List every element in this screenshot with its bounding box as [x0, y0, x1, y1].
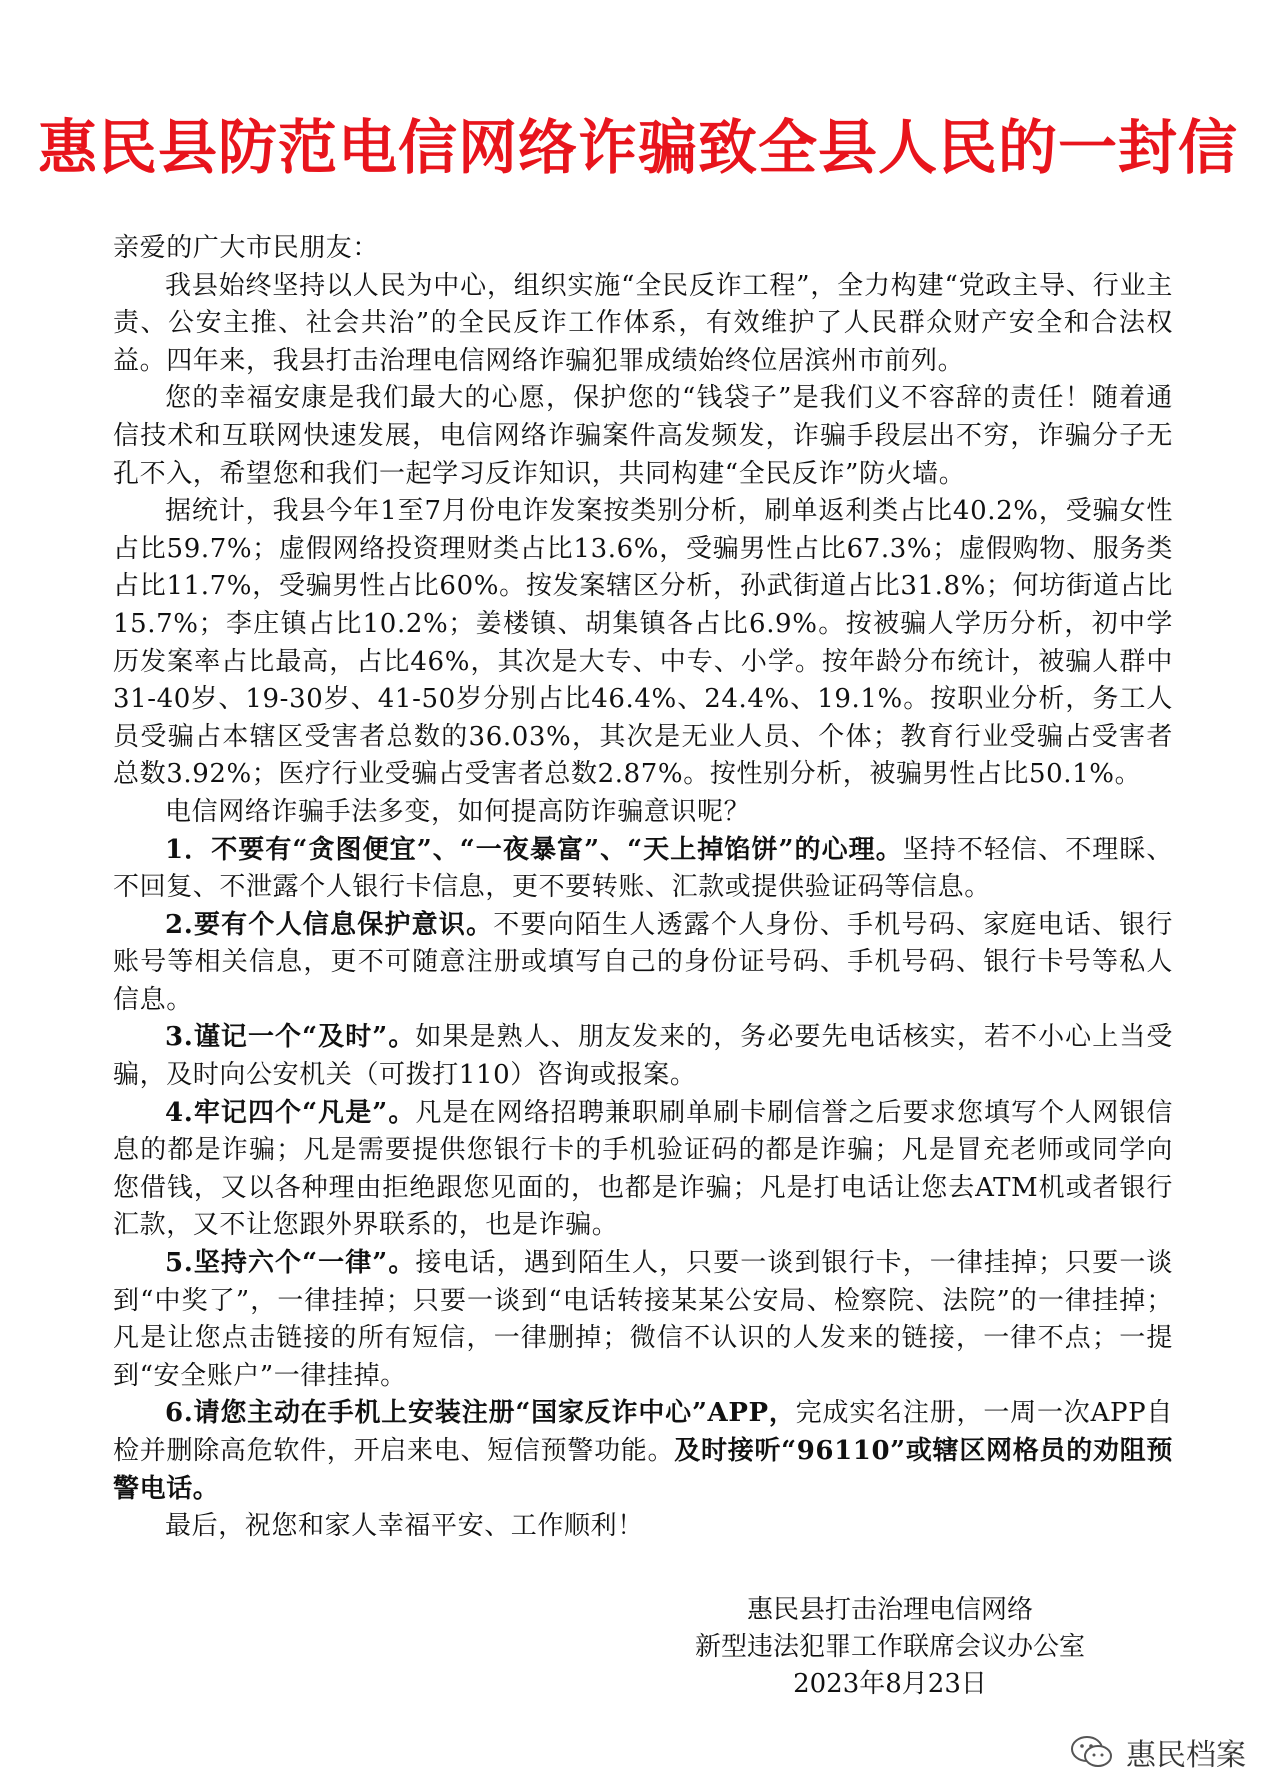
tip-1 [113, 832, 1173, 907]
tip-1-heading: 1．不要有“贪图便宜”、“一夜暴富”、“天上掉馅饼”的心理。 [165, 834, 903, 865]
tip-3-text: 如果是熟人、朋友发来的，务必要先电话核实，若不小心上当受骗，及时向公安机关（可拨打110）咨询或报案。 [113, 1022, 1173, 1091]
signature-line-2: 新型违法犯罪工作联席会议办公室 [694, 1632, 1085, 1662]
paragraph-wish: 您的幸福安康是我们最大的心愿，保护您的“钱袋子”是我们义不容辞的责任！随着通信技术和互联网快速发展，电信网络诈骗案件高发频发，诈骗手段层出不穷，诈骗分子无孔不入，希望您和我们一起学习反诈知识，共同构建“全民反诈”防火墙。 [113, 383, 1173, 489]
tip-3-heading: 3.谨记一个“及时”。 [165, 1022, 416, 1053]
signature-block [640, 1592, 1140, 1703]
wechat-icon [1070, 1735, 1114, 1769]
closing: 最后，祝您和家人幸福平安、工作顺利！ [165, 1511, 644, 1542]
letter-body [113, 230, 1173, 1546]
tip-4-heading: 4.牢记四个“凡是”。 [165, 1097, 416, 1128]
tip-3 [113, 1019, 1173, 1094]
watermark-text: 惠民档案 [1126, 1738, 1246, 1773]
tip-4 [113, 1095, 1173, 1245]
tip-4-text: 凡是在网络招聘兼职刷单刷卡刷信誉之后要求您填写个人网银信息的都是诈骗；凡是需要提供您银行卡的手机验证码的都是诈骗；凡是冒充老师或同学向您借钱，又以各种理由拒绝跟您见面的，也都是诈骗；凡是打电话让您去ATM机或者银行汇款，又不让您跟外界联系的，也是诈骗。 [113, 1097, 1173, 1241]
tip-2-heading: 2.要有个人信息保护意识。 [165, 909, 494, 940]
tip-6 [113, 1395, 1173, 1508]
tip-2 [113, 907, 1173, 1020]
tip-1-text: 坚持不轻信、不理睬、不回复、不泄露个人银行卡信息，更不要转账、汇款或提供验证码等信息。 [113, 834, 1173, 903]
watermark [1070, 1730, 1246, 1774]
tip-2-text: 不要向陌生人透露个人身份、手机号码、家庭电话、银行账号等相关信息，更不可随意注册或填写自己的身份证号码、手机号码、银行卡号等私人信息。 [113, 909, 1173, 1015]
signature-line-1: 惠民县打击治理电信网络 [746, 1595, 1033, 1625]
tip-6-emphasis: 及时接听“96110”或辖区网格员的劝阻预警电话。 [113, 1436, 1173, 1504]
paragraph-intro: 我县始终坚持以人民为中心，组织实施“全民反诈工程”，全力构建“党政主导、行业主责、公安主推、社会共治”的全民反诈工作体系，有效维护了人民群众财产安全和合法权益。四年来，我县打击治理电信网络诈骗犯罪成绩始终位居滨州市前列。 [113, 270, 1173, 376]
signature-date: 2023年8月23日 [793, 1669, 987, 1699]
letter-title: 惠民县防范电信网络诈骗致全县人民的一封信 [37, 113, 1238, 182]
paragraph-question: 电信网络诈骗手法多变，如何提高防诈骗意识呢？ [165, 796, 751, 827]
paragraph-statistics: 据统计，我县今年1至7月份电诈发案按类别分析，刷单返利类占比40.2%，受骗女性占比59.7%；虚假网络投资理财类占比13.6%，受骗男性占比67.3%；虚假购物、服务类占比11.7%，受骗男性占比60%。按发案辖区分析，孙武街道占比31.8%；何坊街道占比15.7%；李庄镇占比10.2%；姜楼镇、胡集镇各占比6.9%。按被骗人学历分析，初中学历发案率占比最高，占比46%，其次是大专、中专、小学。按年龄分布统计，被骗人群中31-40岁、19-30岁、41-50岁分别占比46.4%、24.4%、19.1%。按职业分析，务工人员受骗占本辖区受害者总数的36.03%，其次是无业人员、个体；教育行业受骗占受害者总数3.92%；医疗行业受骗占受害者总数2.87%。按性别分析，被骗男性占比50.1%。 [113, 496, 1173, 790]
tip-6-heading: 6.请您主动在手机上安装注册“国家反诈中心”APP， [165, 1398, 796, 1429]
tip-5-heading: 5.坚持六个“一律”。 [165, 1248, 416, 1279]
tip-6-text: 完成实名注册，一周一次APP自检并删除高危软件，开启来电、短信预警功能。 [113, 1398, 1173, 1466]
tip-5-text: 接电话，遇到陌生人，只要一谈到银行卡，一律挂掉；只要一谈到“中奖了”，一律挂掉；只要一谈到“电话转接某某公安局、检察院、法院”的一律挂掉；凡是让您点击链接的所有短信，一律删掉；微信不认识的人发来的链接，一律不点；一提到“安全账户”一律挂掉。 [113, 1248, 1173, 1391]
tip-5 [113, 1245, 1173, 1395]
greeting: 亲爱的广大市民朋友： [113, 233, 380, 263]
